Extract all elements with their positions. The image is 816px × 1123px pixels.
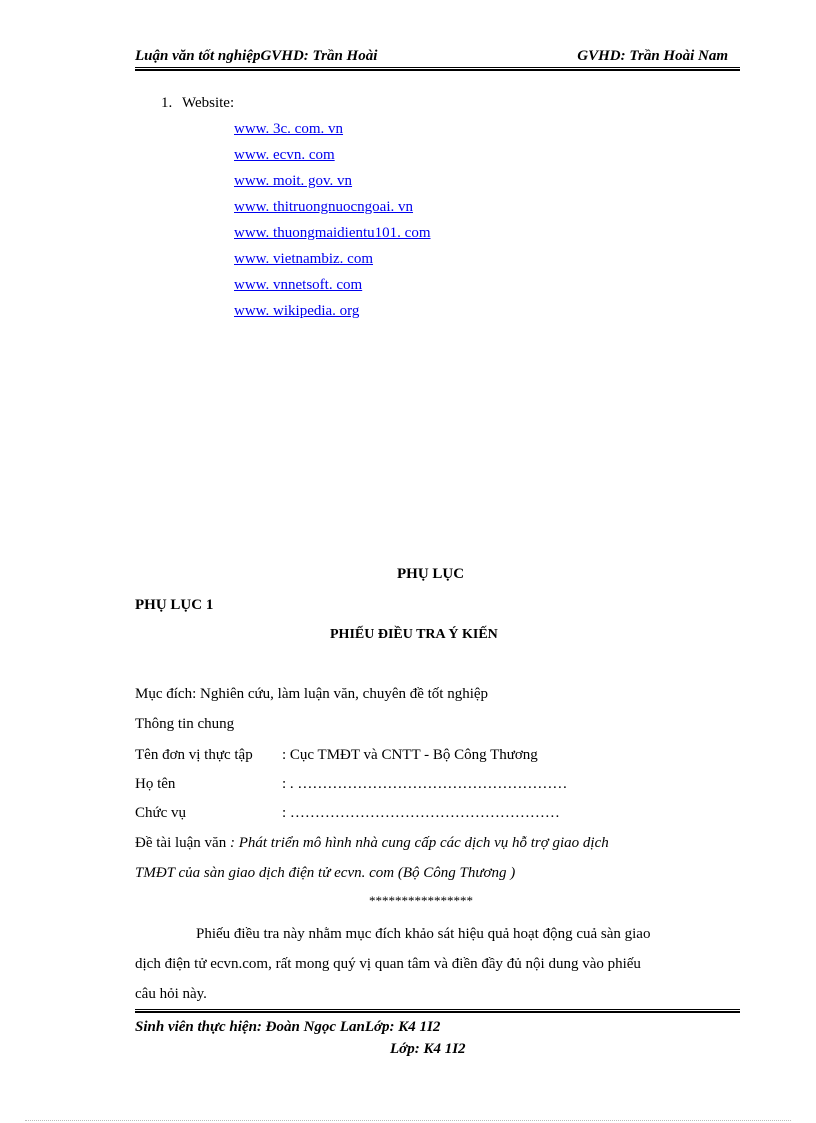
intro-line-2: dịch điện tử ecvn.com, rất mong quý vị quan tâm và điền đầy đủ nội dung vào phiếu (135, 956, 641, 972)
topic-line-1 (135, 835, 609, 852)
star-divider: **************** (369, 893, 473, 908)
reference-number: 1. (161, 95, 173, 111)
unit-value: : Cục TMĐT và CNTT - Bộ Công Thương (282, 747, 538, 763)
purpose-text: Mục đích: Nghiên cứu, làm luận văn, chuyên đề tốt nghiệp (135, 686, 489, 702)
general-info-heading: Thông tin chung (135, 716, 235, 732)
website-link[interactable]: www. vnnetsoft. com (234, 277, 363, 293)
footer-rule (135, 1009, 740, 1013)
header-right: GVHD: Trần Hoài Nam (577, 48, 728, 64)
website-link[interactable]: www. ecvn. com (234, 147, 335, 163)
page-bottom-divider (25, 1120, 791, 1121)
topic-line-2: TMĐT của sàn giao dịch điện tử ecvn. com (Bộ Công Thương ) (135, 865, 516, 881)
website-link[interactable]: www. thitruongnuocngoai. vn (234, 199, 414, 215)
website-link[interactable]: www. 3c. com. vn (234, 121, 344, 137)
unit-label: Tên đơn vị thực tập (135, 747, 253, 763)
appendix-title: PHỤ LỤC (397, 566, 465, 582)
topic-value: : Phát triển mô hình nhà cung cấp các dịch vụ hỗ trợ giao dịch (229, 835, 609, 851)
form-title: PHIẾU ĐIỀU TRA Ý KIẾN (330, 627, 498, 642)
name-value: : . ……………………………………………… (282, 776, 568, 792)
footer-line-1: Sinh viên thực hiện: Đoàn Ngọc LanLớp: K4 1I2 (135, 1019, 441, 1035)
page-header (135, 48, 740, 68)
header-left: Luận văn tốt nghiệpGVHD: Trần Hoài (135, 48, 378, 64)
website-link[interactable]: www. wikipedia. org (234, 303, 360, 319)
website-link[interactable]: www. vietnambiz. com (234, 251, 373, 267)
topic-label: Đề tài luận văn (135, 835, 227, 851)
reference-item (161, 95, 234, 112)
position-value: : ……………………………………………… (282, 805, 560, 821)
website-link[interactable]: www. thuongmaidientu101. com (234, 225, 431, 241)
footer-line-2: Lớp: K4 1I2 (390, 1041, 466, 1057)
appendix-subtitle: PHỤ LỤC 1 (135, 597, 214, 613)
intro-line-1: Phiếu điều tra này nhằm mục đích khảo sát hiệu quả hoạt động cuả sàn giao (196, 926, 651, 942)
reference-label: Website: (182, 95, 235, 111)
intro-line-3: câu hỏi này. (135, 986, 207, 1002)
name-label: Họ tên (135, 776, 176, 792)
header-rule (135, 67, 740, 71)
website-link[interactable]: www. moit. gov. vn (234, 173, 353, 189)
position-label: Chức vụ (135, 805, 187, 821)
